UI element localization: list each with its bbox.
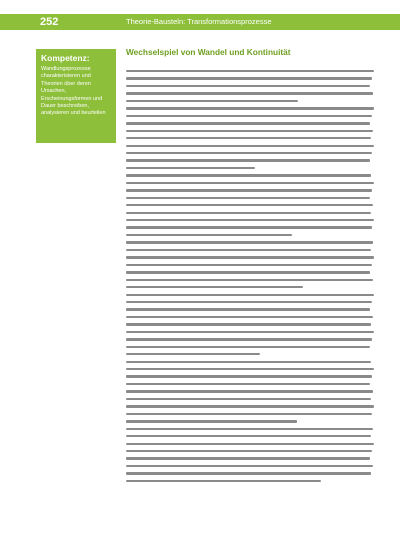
competence-box — [36, 49, 116, 143]
body-text-line — [126, 361, 371, 363]
body-text-line — [126, 70, 374, 72]
body-text-line — [126, 390, 373, 392]
body-text-line — [126, 308, 370, 310]
body-text-line — [126, 92, 373, 94]
body-text-line — [126, 301, 372, 303]
body-text-line — [126, 145, 374, 147]
body-text-line — [126, 107, 374, 109]
body-text-line — [126, 398, 371, 400]
body-text-line — [126, 77, 372, 79]
body-text-line — [126, 428, 373, 430]
body-text-line — [126, 353, 260, 355]
page-number: 252 — [40, 16, 59, 28]
competence-text: Wandlungsprozesse charakterisieren und Theorien über deren Ursachen, Erscheinungsformen und Dauer beschreiben, analysieren und beurteilen — [41, 66, 106, 117]
body-text-line — [126, 226, 372, 228]
body-text-block — [126, 68, 376, 488]
body-text-line — [126, 405, 374, 407]
body-text-line — [126, 420, 297, 422]
body-text-line — [126, 167, 255, 169]
running-head: Theorie-Bausteln: Transformationsprozesse — [126, 17, 272, 26]
body-text-line — [126, 152, 372, 154]
body-text-line — [126, 316, 373, 318]
body-text-line — [126, 338, 372, 340]
body-text-line — [126, 85, 370, 87]
body-text-line — [126, 241, 373, 243]
body-text-line — [126, 465, 373, 467]
body-text-line — [126, 435, 371, 437]
body-text-line — [126, 219, 374, 221]
body-text-line — [126, 122, 370, 124]
body-text-line — [126, 234, 292, 236]
body-text-line — [126, 115, 372, 117]
body-text-line — [126, 368, 374, 370]
body-text-line — [126, 204, 373, 206]
body-text-line — [126, 264, 372, 266]
body-text-line — [126, 375, 372, 377]
body-text-line — [126, 137, 371, 139]
body-text-line — [126, 212, 371, 214]
body-text-line — [126, 413, 372, 415]
body-text-line — [126, 159, 370, 161]
competence-title: Kompetenz: — [41, 53, 90, 63]
body-text-line — [126, 197, 370, 199]
body-text-line — [126, 443, 374, 445]
body-text-line — [126, 294, 374, 296]
body-text-line — [126, 383, 370, 385]
body-text-line — [126, 100, 298, 102]
body-text-line — [126, 331, 374, 333]
body-text-line — [126, 130, 373, 132]
body-text-line — [126, 480, 321, 482]
body-text-line — [126, 450, 372, 452]
body-text-line — [126, 286, 303, 288]
body-text-line — [126, 182, 374, 184]
body-text-line — [126, 323, 371, 325]
body-text-line — [126, 457, 370, 459]
body-text-line — [126, 472, 371, 474]
body-text-line — [126, 271, 370, 273]
body-text-line — [126, 249, 371, 251]
body-text-line — [126, 279, 373, 281]
body-text-line — [126, 189, 372, 191]
section-title: Wechselspiel von Wandel und Kontinuität — [126, 47, 291, 57]
body-text-line — [126, 174, 371, 176]
body-text-line — [126, 256, 374, 258]
body-text-line — [126, 346, 370, 348]
